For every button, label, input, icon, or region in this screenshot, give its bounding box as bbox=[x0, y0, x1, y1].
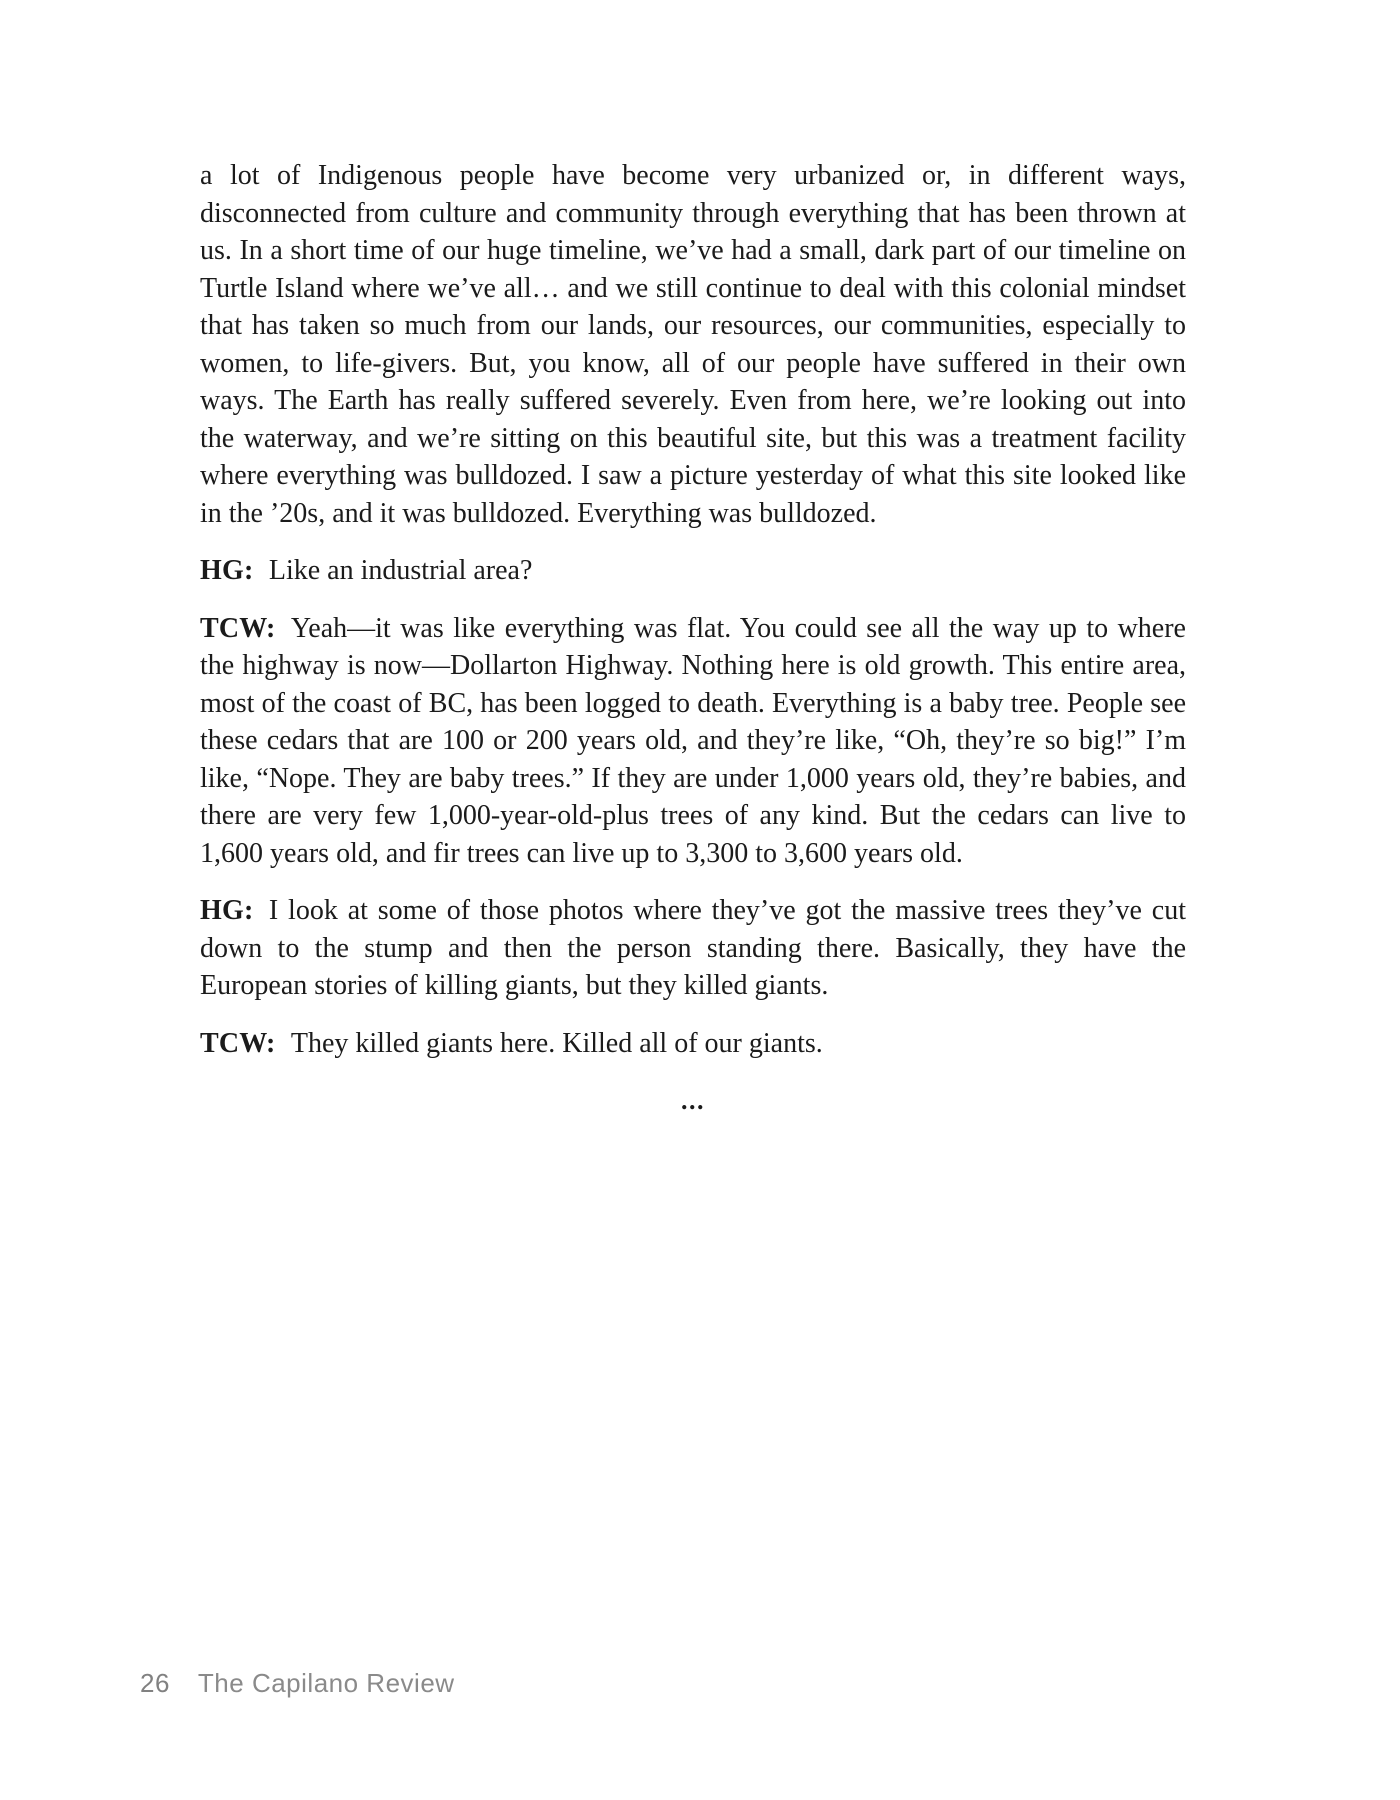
paragraph-text: a lot of Indigenous people have become very urbanized or, in different ways, disconnected from culture and community through everything that has been thrown at us. In a short time of our huge timeline, we’ve had a small, dark part of our timeline on Turtle Island where we’ve all… and we still continue to deal with this colonial mindset that has taken so much from our lands, our resources, our communities, especially to women, to life-givers. But, you know, all of our people have suffered in their own ways. The Earth has really suffered severely. Even from here, we’re looking out into the waterway, and we’re sitting on this beautiful site, but this was a treatment facility where everything was bulldozed. I saw a picture yesterday of what this site looked like in the ’20s, and it was bulldozed. Everything was bulldozed. bbox=[200, 160, 1186, 529]
page-footer bbox=[140, 1668, 455, 1699]
journal-title: The Capilano Review bbox=[197, 1668, 455, 1698]
section-break: ... bbox=[681, 1086, 705, 1115]
speaker-label: TCW: bbox=[200, 612, 276, 644]
dialogue-paragraph bbox=[200, 157, 1186, 532]
paragraph-text: Yeah—it was like everything was flat. You could see all the way up to where the highway is now—Dollarton Highway. Nothing here is old growth. This entire area, most of the coast of BC, has been logged to death. Everything is a baby tree. People see these cedars that are 100 or 200 years old, and they’re like, “Oh, they’re so big!” I’m like, “Nope. They are baby trees.” If they are under 1,000 years old, they’re babies, and there are very few 1,000-year-old-plus trees of any kind. But the cedars can live to 1,600 years old, and fir trees can live up to 3,300 to 3,600 years old. bbox=[200, 612, 1186, 869]
page-number: 26 bbox=[140, 1668, 170, 1698]
paragraph-text: I look at some of those photos where they’ve got the massive trees they’ve cut down to the stump and then the person standing there. Basically, they have the European stories of killing giants, but they killed giants. bbox=[200, 895, 1186, 1001]
dialogue-paragraph bbox=[200, 552, 1186, 590]
speaker-label: TCW: bbox=[200, 1027, 276, 1059]
paragraph-text: Like an industrial area? bbox=[268, 555, 533, 586]
dialogue-paragraph bbox=[200, 892, 1186, 1005]
article-body bbox=[200, 157, 1186, 1120]
dialogue-paragraph bbox=[200, 610, 1186, 873]
paragraph-text: They killed giants here. Killed all of our giants. bbox=[290, 1027, 823, 1059]
speaker-label: HG: bbox=[200, 555, 254, 586]
speaker-label: HG: bbox=[200, 895, 254, 926]
dialogue-paragraph bbox=[200, 1025, 1186, 1063]
